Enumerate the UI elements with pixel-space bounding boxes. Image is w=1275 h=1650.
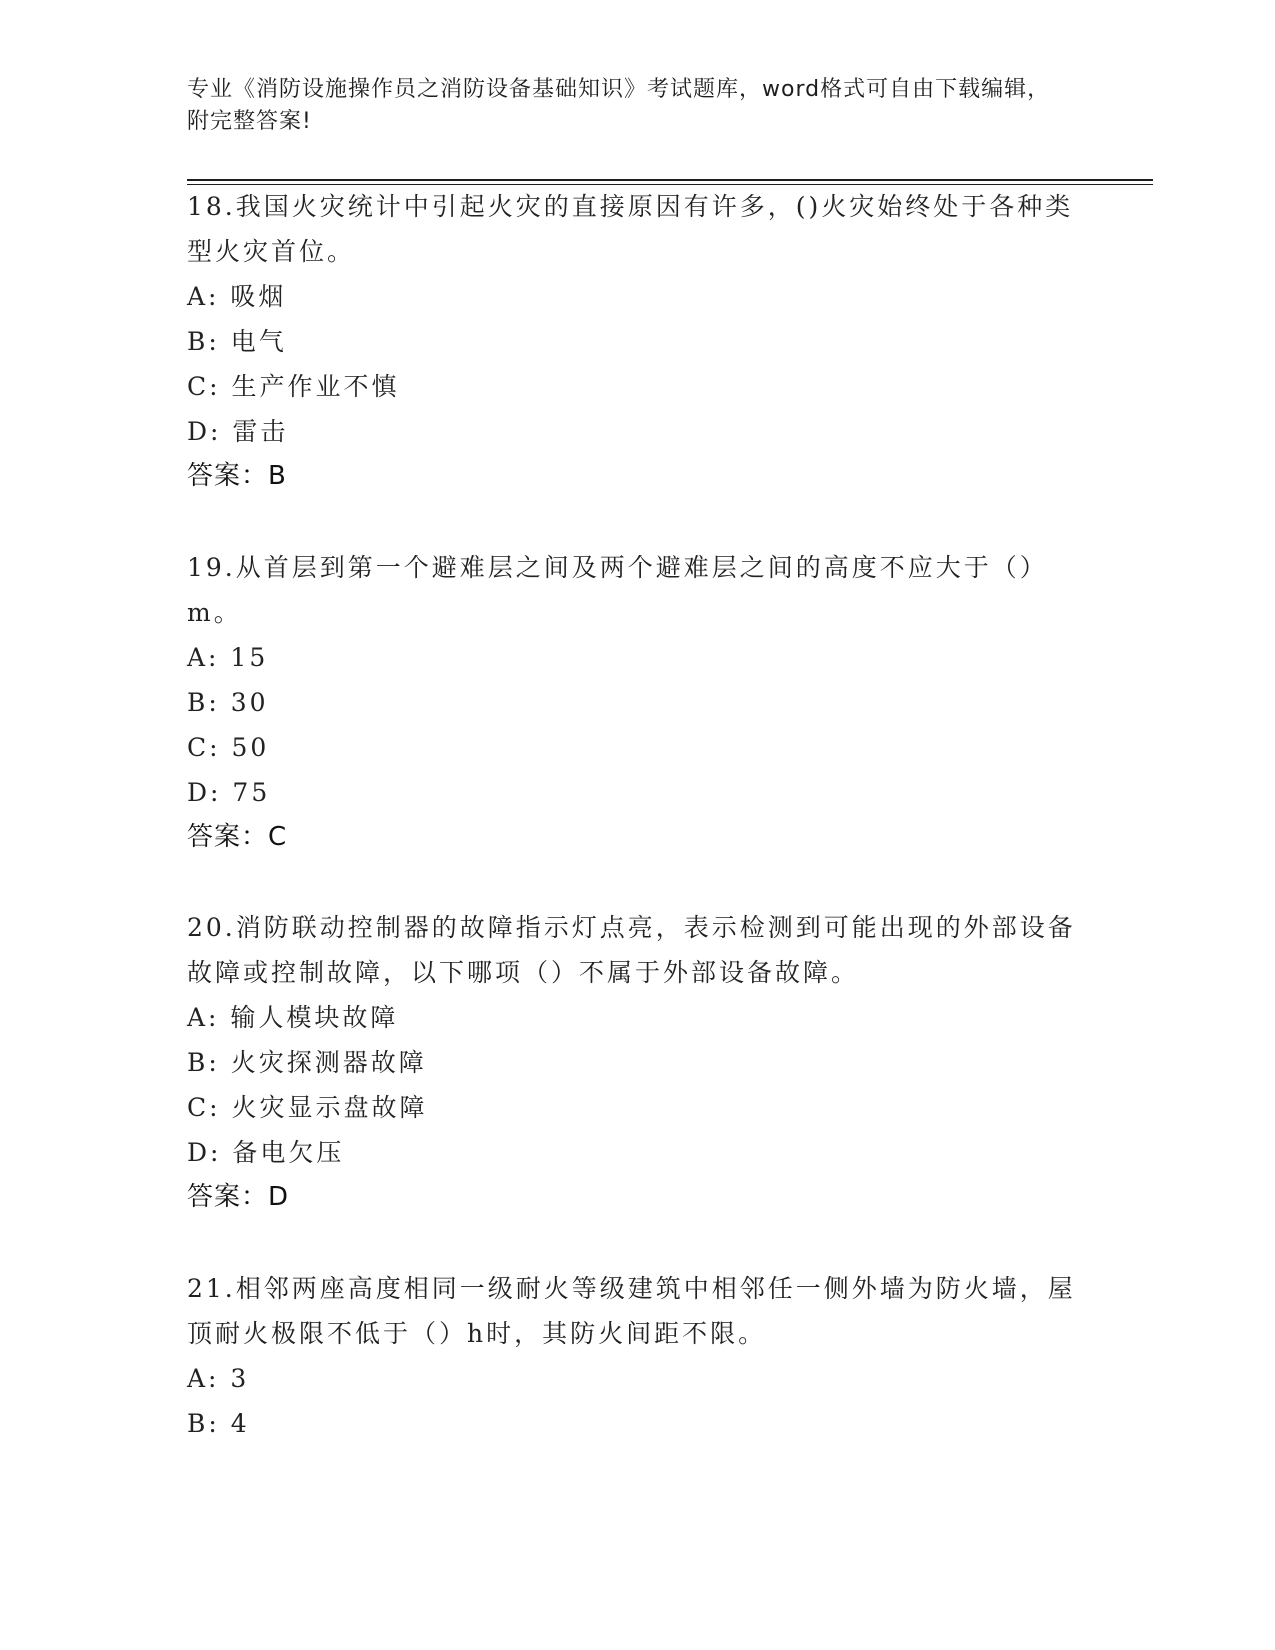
option-c: C: 生产作业不慎 [187,372,400,401]
option-c: C: 50 [187,733,270,762]
option-b: B: 火灾探测器故障 [187,1048,427,1077]
option-b: B: 4 [187,1409,250,1438]
question-19 [187,545,1087,860]
option-c: C: 火灾显示盘故障 [187,1093,428,1122]
answer: 答案：B [187,461,287,491]
option-b: B: 30 [187,688,269,717]
option-a: A: 15 [187,643,269,672]
question-21 [187,1266,1087,1446]
option-a: A: 输人模块故障 [187,1003,399,1032]
question-stem: 19.从首层到第一个避难层之间及两个避难层之间的高度不应大于（）m。 [187,553,1048,627]
option-d: D: 75 [187,778,271,807]
question-20 [187,905,1087,1220]
option-a: A: 3 [187,1364,250,1393]
question-stem: 20.消防联动控制器的故障指示灯点亮，表示检测到可能出现的外部设备故障或控制故障，以下哪项（）不属于外部设备故障。 [187,913,1076,987]
answer: 答案：D [187,1182,290,1212]
question-stem: 21.相邻两座高度相同一级耐火等级建筑中相邻任一侧外墙为防火墙，屋顶耐火极限不低于（）h时，其防火间距不限。 [187,1274,1076,1348]
header-rule-thick [187,179,1153,181]
question-stem: 18.我国火灾统计中引起火灾的直接原因有许多，()火灾始终处于各种类型火灾首位。 [187,192,1074,266]
answer: 答案：C [187,822,288,852]
question-18 [187,184,1087,499]
document-header: 专业《消防设施操作员之消防设备基础知识》考试题库，word格式可自由下载编辑，附完整答案! [187,77,1051,134]
option-a: A: 吸烟 [187,282,287,311]
option-d: D: 雷击 [187,417,289,446]
option-b: B: 电气 [187,327,287,356]
option-d: D: 备电欠压 [187,1138,345,1167]
